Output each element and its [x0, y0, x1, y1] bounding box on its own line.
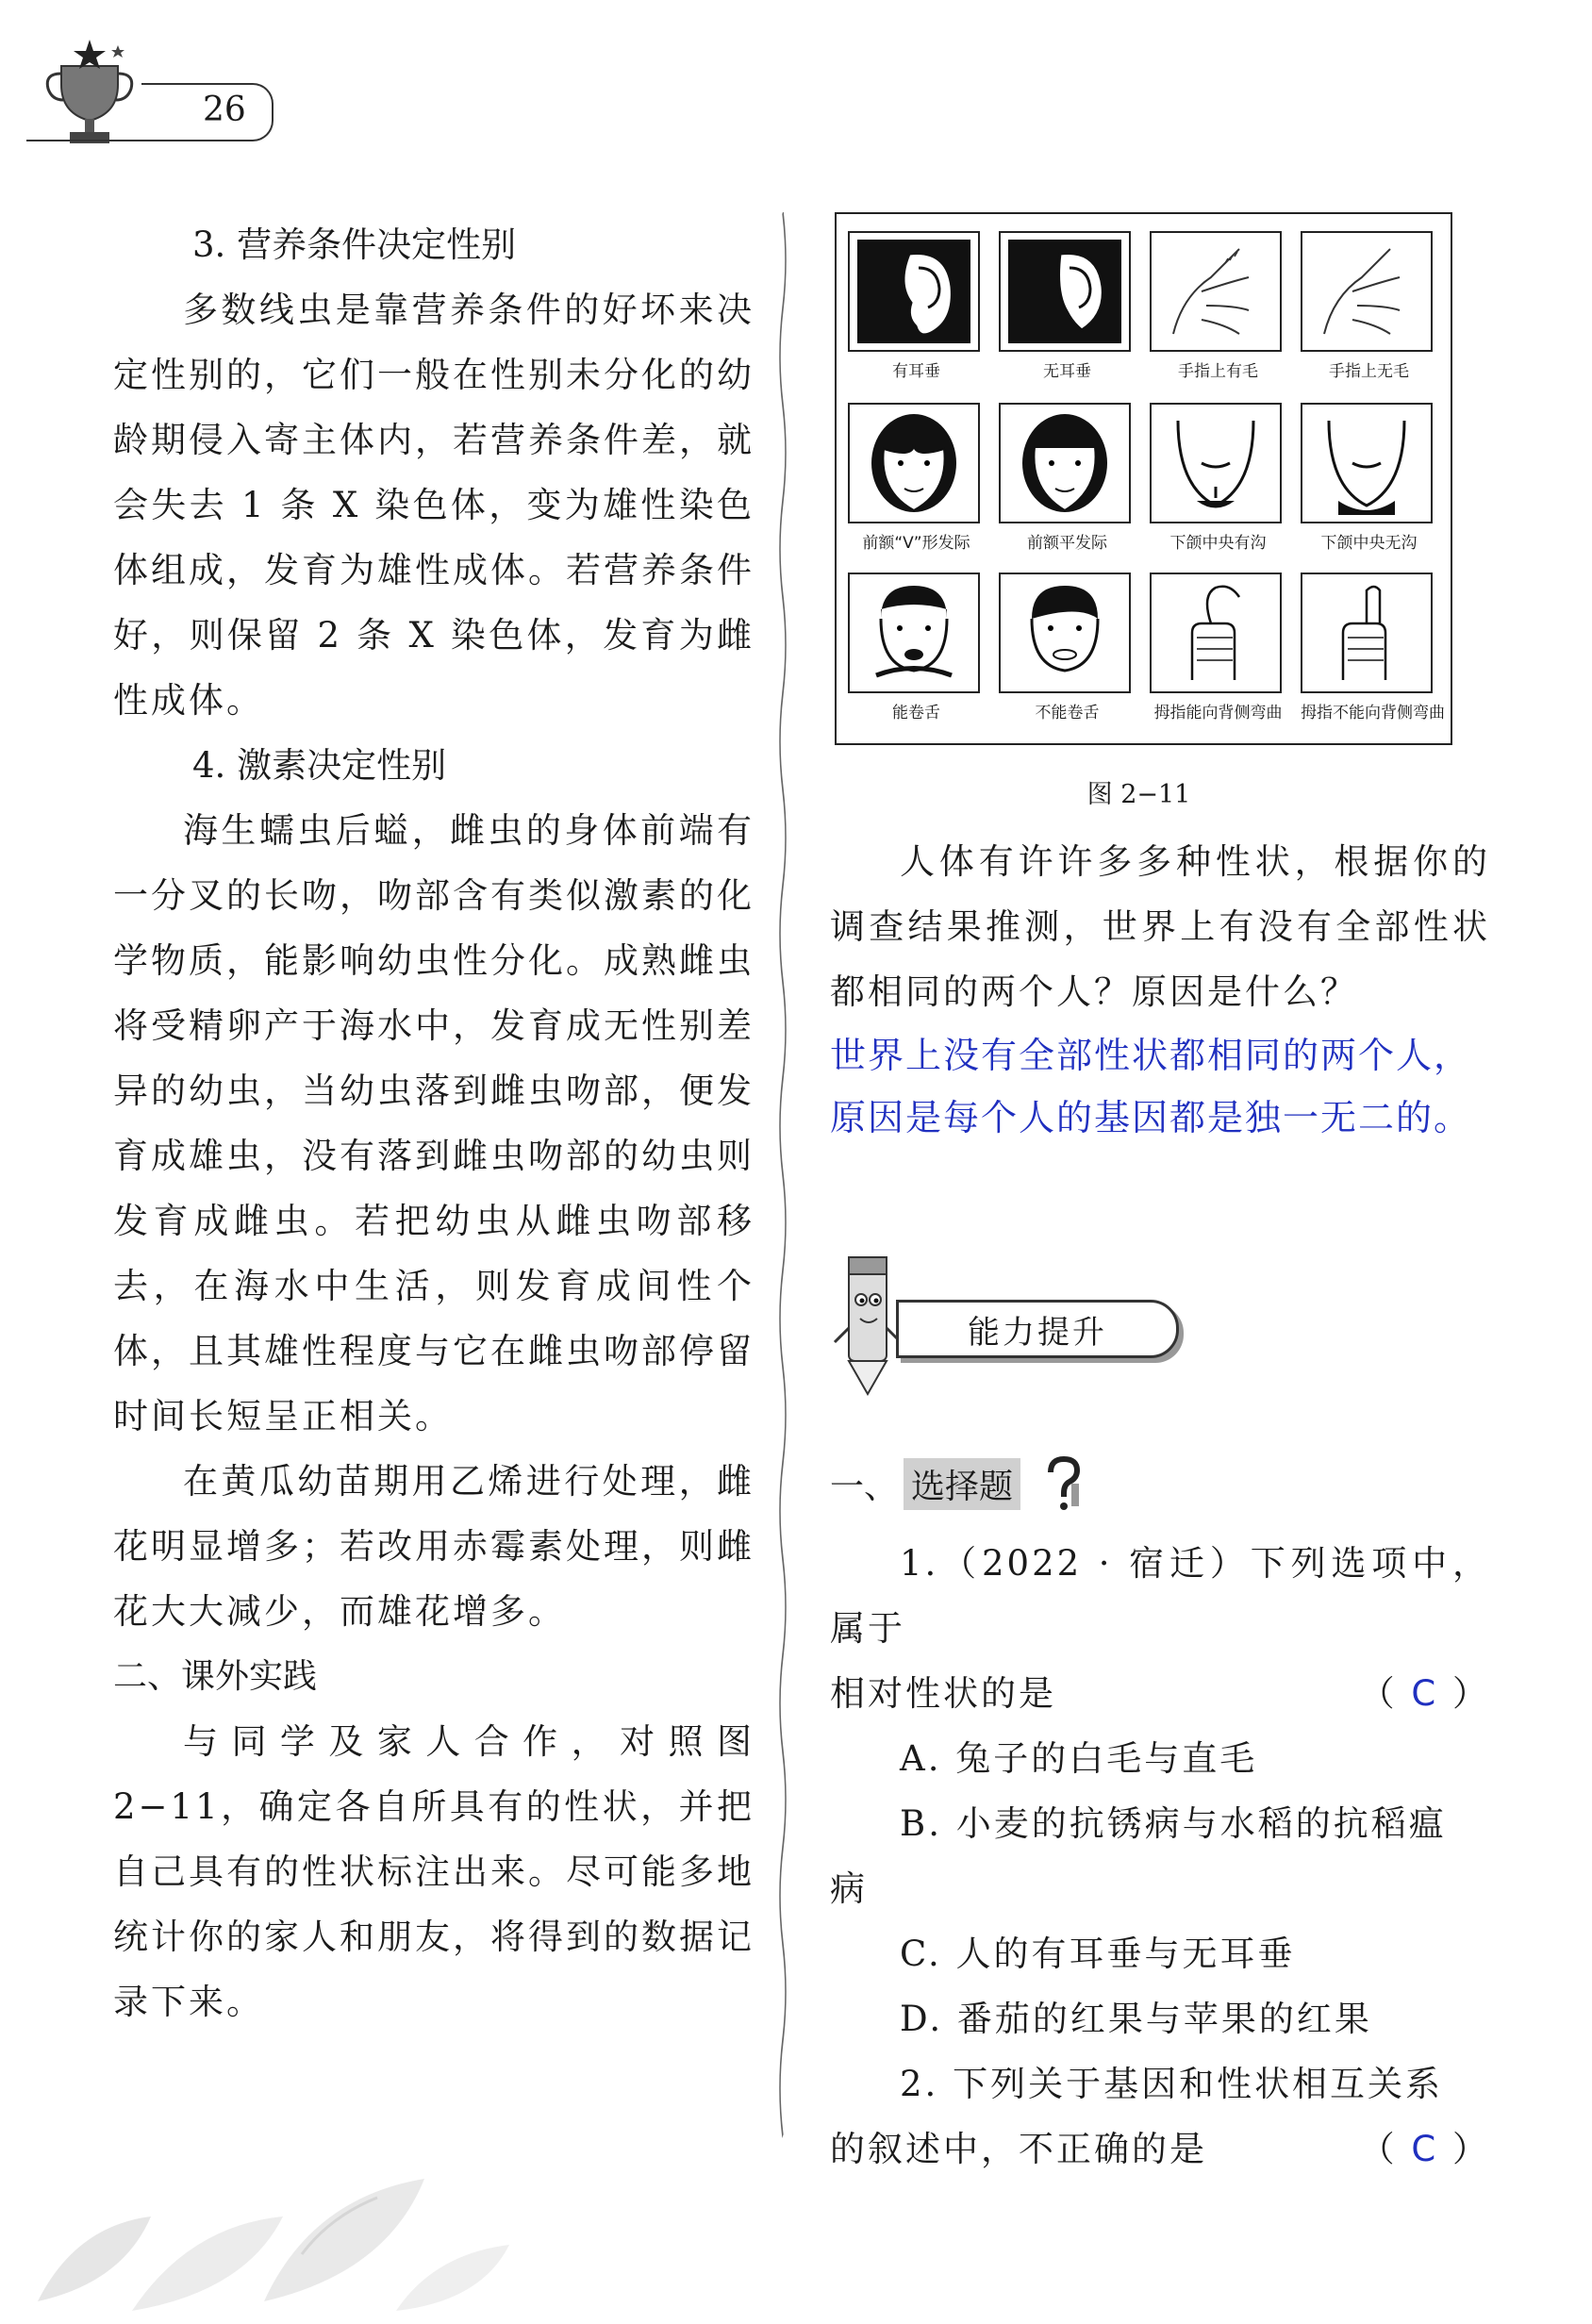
figure-caption-8: 下颌中央无沟	[1320, 534, 1418, 553]
section-heading-choice	[830, 1455, 1490, 1512]
question-traits: 人体有许许多多种性状，根据你的调查结果推测，世界上有没有全部性状都相同的两个人？原因是什么？	[830, 841, 1490, 1012]
face-straight-hairline-icon	[1008, 411, 1121, 515]
paragraph-nutrition: 多数线虫是靠营养条件的好坏来决定性别的，它们一般在性别未分化的幼龄期侵入寄主体内，若营养条件差，就会失去 1 条 X 染色体，变为雄性染色体组成，发育为雄性成体。若营养条件好，则保留 2 条 X 染色体，发育为雌性成体。	[113, 290, 755, 721]
figure-caption-12: 拇指不能向背侧弯曲	[1301, 704, 1445, 722]
question-2-answer: C	[1411, 2129, 1439, 2169]
figure-cell	[1150, 573, 1286, 728]
figure-caption-11: 拇指能向背侧弯曲	[1153, 704, 1283, 722]
question-mark-icon	[1039, 1455, 1086, 1512]
section-heading-practice: 二、课外实践	[113, 1657, 318, 1696]
figure-cell	[1150, 231, 1286, 387]
option-c: C. 人的有耳垂与无耳垂	[900, 1934, 1296, 1974]
question-2-line-1: 2. 下列关于基因和性状相互关系	[900, 2064, 1444, 2104]
figure-cell	[1301, 231, 1437, 387]
bracket-open: （	[1359, 1673, 1398, 1714]
option-a: A. 兔子的白毛与直毛	[900, 1738, 1258, 1779]
page-header	[0, 0, 1592, 189]
figure-caption-3: 手指上有毛	[1178, 362, 1258, 381]
face-v-hairline-icon	[857, 411, 970, 515]
header-rule	[26, 140, 187, 141]
figure-caption-2: 无耳垂	[1043, 362, 1091, 381]
option-b: B. 小麦的抗锈病与水稻的抗稻瘟	[900, 1803, 1447, 1844]
bracket-close: ）	[1452, 1673, 1490, 1714]
right-column	[830, 212, 1490, 2182]
page-number: 26	[203, 91, 246, 129]
no-tongue-roll-icon	[1008, 581, 1121, 685]
bracket-close: ）	[1452, 2129, 1490, 2169]
question-2-line-2	[830, 2116, 1490, 2182]
figure-caption-1: 有耳垂	[892, 362, 940, 381]
question-1-line-2	[830, 1661, 1490, 1726]
thumb-bend-icon	[1159, 581, 1272, 685]
option-d: D. 番茄的红果与苹果的红果	[900, 1999, 1372, 2039]
option-b-continued: 病	[830, 1868, 868, 1909]
figure-cell	[1301, 573, 1445, 728]
question-1-stem-end: 相对性状的是	[830, 1673, 1056, 1714]
section-title-choice: 选择题	[904, 1458, 1020, 1510]
question-1-answer: C	[1411, 1673, 1439, 1714]
paragraph-cucumber: 在黄瓜幼苗期用乙烯进行处理，雌花明显增多；若改用赤霉素处理，则雌花大大减少，而雄花增多。	[113, 1461, 755, 1632]
question-2-stem-end: 的叙述中，不正确的是	[830, 2129, 1207, 2169]
figure-caption-7: 下颌中央有沟	[1169, 534, 1267, 553]
trait-figure	[835, 212, 1452, 745]
figure-caption-10: 不能卷舌	[1035, 704, 1100, 722]
ear-with-lobe-icon	[857, 240, 970, 343]
bracket-open: （	[1359, 2129, 1398, 2169]
figure-cell	[999, 573, 1136, 728]
question-1-line-1: 1.（2022 · 宿迁）下列选项中，属于	[830, 1543, 1490, 1649]
answer-traits: 世界上没有全部性状都相同的两个人，原因是每个人的基因都是独一无二的。	[830, 1035, 1472, 1138]
figure-caption-9: 能卷舌	[892, 704, 940, 722]
chin-no-cleft-icon	[1310, 411, 1423, 515]
answer-bracket	[1360, 2116, 1490, 2182]
leaf-decoration-icon	[19, 2141, 547, 2320]
figure-caption-5: 前额“V”形发际	[862, 534, 970, 553]
hand-hairless-finger-icon	[1310, 240, 1423, 343]
thumb-straight-icon	[1310, 581, 1423, 685]
hand-hairy-finger-icon	[1159, 240, 1272, 343]
pencil-mascot-icon	[830, 1248, 905, 1399]
figure-cell	[848, 403, 985, 558]
trophy-icon	[38, 38, 141, 151]
chin-cleft-icon	[1159, 411, 1272, 515]
figure-cell	[999, 231, 1136, 387]
paragraph-hormone: 海生蠕虫后螠，雌虫的身体前端有一分叉的长吻，吻部含有类似激素的化学物质，能影响幼虫性分化。成熟雌虫将受精卵产于海水中，发育成无性别差异的幼虫，当幼虫落到雌虫吻部，便发育成雄虫，没有落到雌虫吻部的幼虫则发育成雌虫。若把幼虫从雌虫吻部移去，在海水中生活，则发育成间性个体，且其雄性程度与它在雌虫吻部停留时间长短呈正相关。	[113, 810, 755, 1436]
section-prefix: 一、	[830, 1467, 899, 1506]
ear-without-lobe-icon	[1008, 240, 1121, 343]
ability-banner-label: 能力提升	[896, 1300, 1179, 1358]
heading-nutrition: 3. 营养条件决定性别	[192, 224, 517, 265]
figure-cell	[848, 231, 985, 387]
figure-caption-4: 手指上无毛	[1329, 362, 1409, 381]
paragraph-practice: 与同学及家人合作，对照图 2−11，确定各自所具有的性状，并把自己具有的性状标注出来。尽可能多地统计你的家人和朋友，将得到的数据记录下来。	[113, 1721, 755, 2022]
ability-banner	[830, 1248, 1490, 1399]
figure-cell	[848, 573, 985, 728]
figure-label: 图 2−11	[1086, 780, 1191, 809]
column-divider	[773, 212, 792, 2165]
tongue-roll-icon	[857, 581, 970, 685]
left-column	[113, 212, 755, 2034]
figure-cell	[1301, 403, 1437, 558]
figure-cell	[999, 403, 1136, 558]
figure-caption-6: 前额平发际	[1027, 534, 1107, 553]
answer-bracket	[1360, 1661, 1490, 1726]
heading-hormone: 4. 激素决定性别	[192, 745, 447, 786]
figure-cell	[1150, 403, 1286, 558]
